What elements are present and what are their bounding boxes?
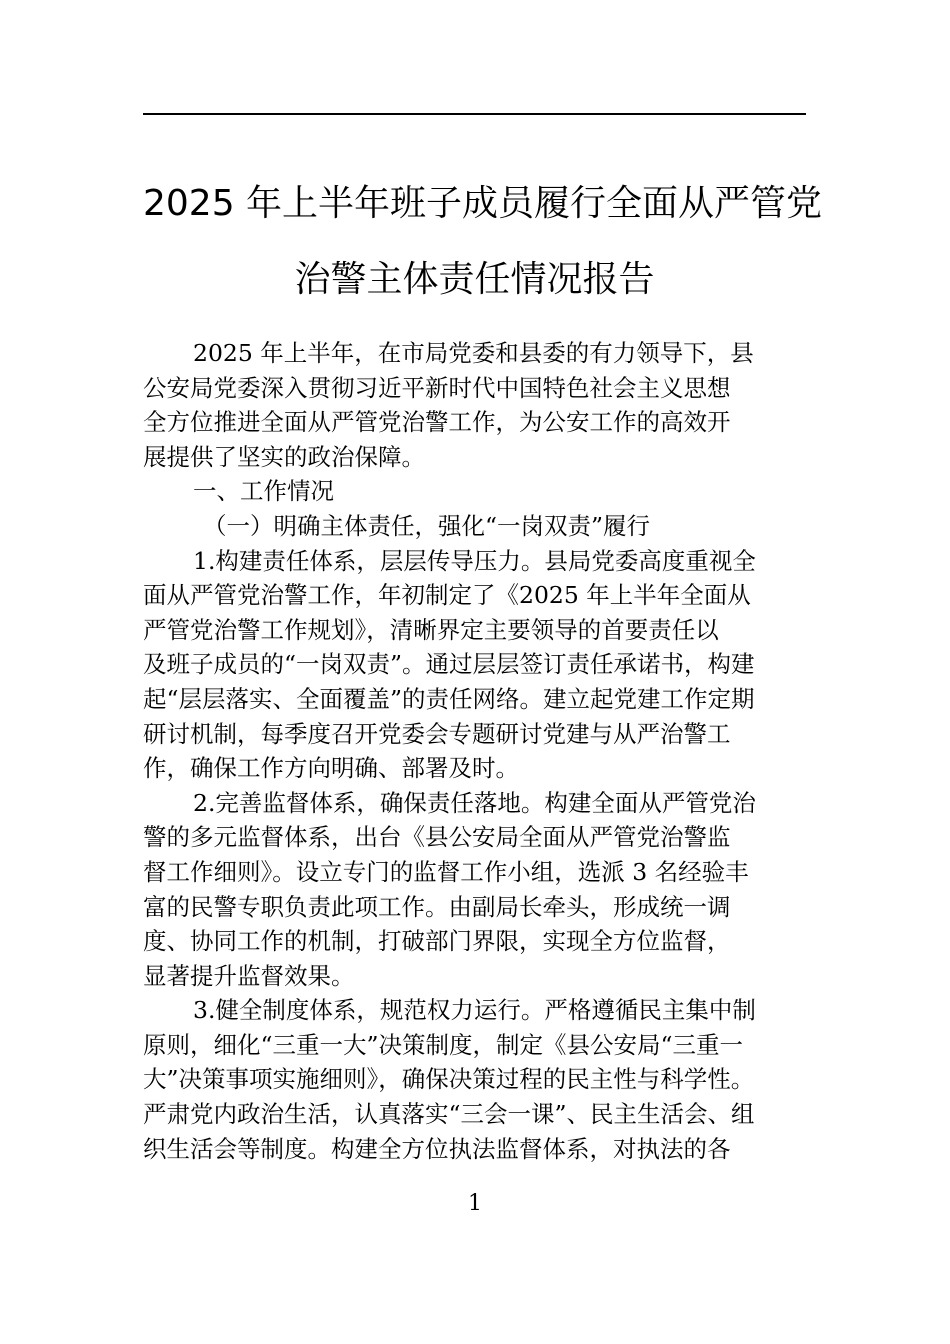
section-heading: 一、工作情况 <box>193 477 334 506</box>
header-rule <box>143 113 806 115</box>
paragraph-line: 公安局党委深入贯彻习近平新时代中国特色社会主义思想 <box>143 373 731 402</box>
paragraph-line: 1.构建责任体系，层层传导压力。县局党委高度重视全 <box>193 546 756 575</box>
paragraph-line: 起“层层落实、全面覆盖”的责任网络。建立起党建工作定期 <box>143 684 755 713</box>
paragraph-line: 织生活会等制度。构建全方位执法监督体系，对执法的各 <box>143 1134 731 1163</box>
paragraph-line: 及班子成员的“一岗双责”。通过层层签订责任承诺书，构建 <box>143 650 755 679</box>
paragraph-line: 原则，细化“三重一大”决策制度，制定《县公安局“三重一 <box>143 1030 744 1059</box>
paragraph-line: 2.完善监督体系，确保责任落地。构建全面从严管党治 <box>193 788 756 817</box>
paragraph-line: 研讨机制，每季度召开党委会专题研讨党建与从严治警工 <box>143 719 731 748</box>
paragraph-line: 督工作细则》。设立专门的监督工作小组，选派 3 名经验丰 <box>143 857 749 886</box>
title-line-1: 2025 年上半年班子成员履行全面从严管党 <box>143 183 823 224</box>
subsection-heading: （一）明确主体责任，强化“一岗双责”履行 <box>203 511 651 540</box>
paragraph-line: 富的民警专职负责此项工作。由副局长牵头，形成统一调 <box>143 892 731 921</box>
paragraph-line: 警的多元监督体系，出台《县公安局全面从严管党治警监 <box>143 823 731 852</box>
paragraph-line: 面从严管党治警工作，年初制定了《2025 年上半年全面从 <box>143 581 751 610</box>
paragraph-line: 2025 年上半年，在市局党委和县委的有力领导下，县 <box>193 339 754 367</box>
paragraph-line: 显著提升监督效果。 <box>143 961 355 990</box>
paragraph-line: 度、协同工作的机制，打破部门界限，实现全方位监督， <box>143 927 731 956</box>
paragraph-line: 严肃党内政治生活，认真落实“三会一课”、民主生活会、组 <box>143 1100 755 1129</box>
paragraph-line: 全方位推进全面从严管党治警工作，为公安工作的高效开 <box>143 408 731 437</box>
paragraph-line: 3.健全制度体系，规范权力运行。严格遵循民主集中制 <box>193 996 756 1025</box>
document-title <box>143 166 823 318</box>
paragraph-line: 严管党治警工作规划》，清晰界定主要领导的首要责任以 <box>143 615 719 644</box>
title-line-2: 治警主体责任情况报告 <box>294 259 655 300</box>
document-body <box>143 336 823 1166</box>
paragraph-line: 作，确保工作方向明确、部署及时。 <box>143 754 519 783</box>
paragraph-line: 展提供了坚实的政治保障。 <box>143 442 425 471</box>
page-number: 1 <box>468 1191 482 1216</box>
paragraph-line: 大”决策事项实施细则》，确保决策过程的民主性与科学性。 <box>143 1065 755 1094</box>
